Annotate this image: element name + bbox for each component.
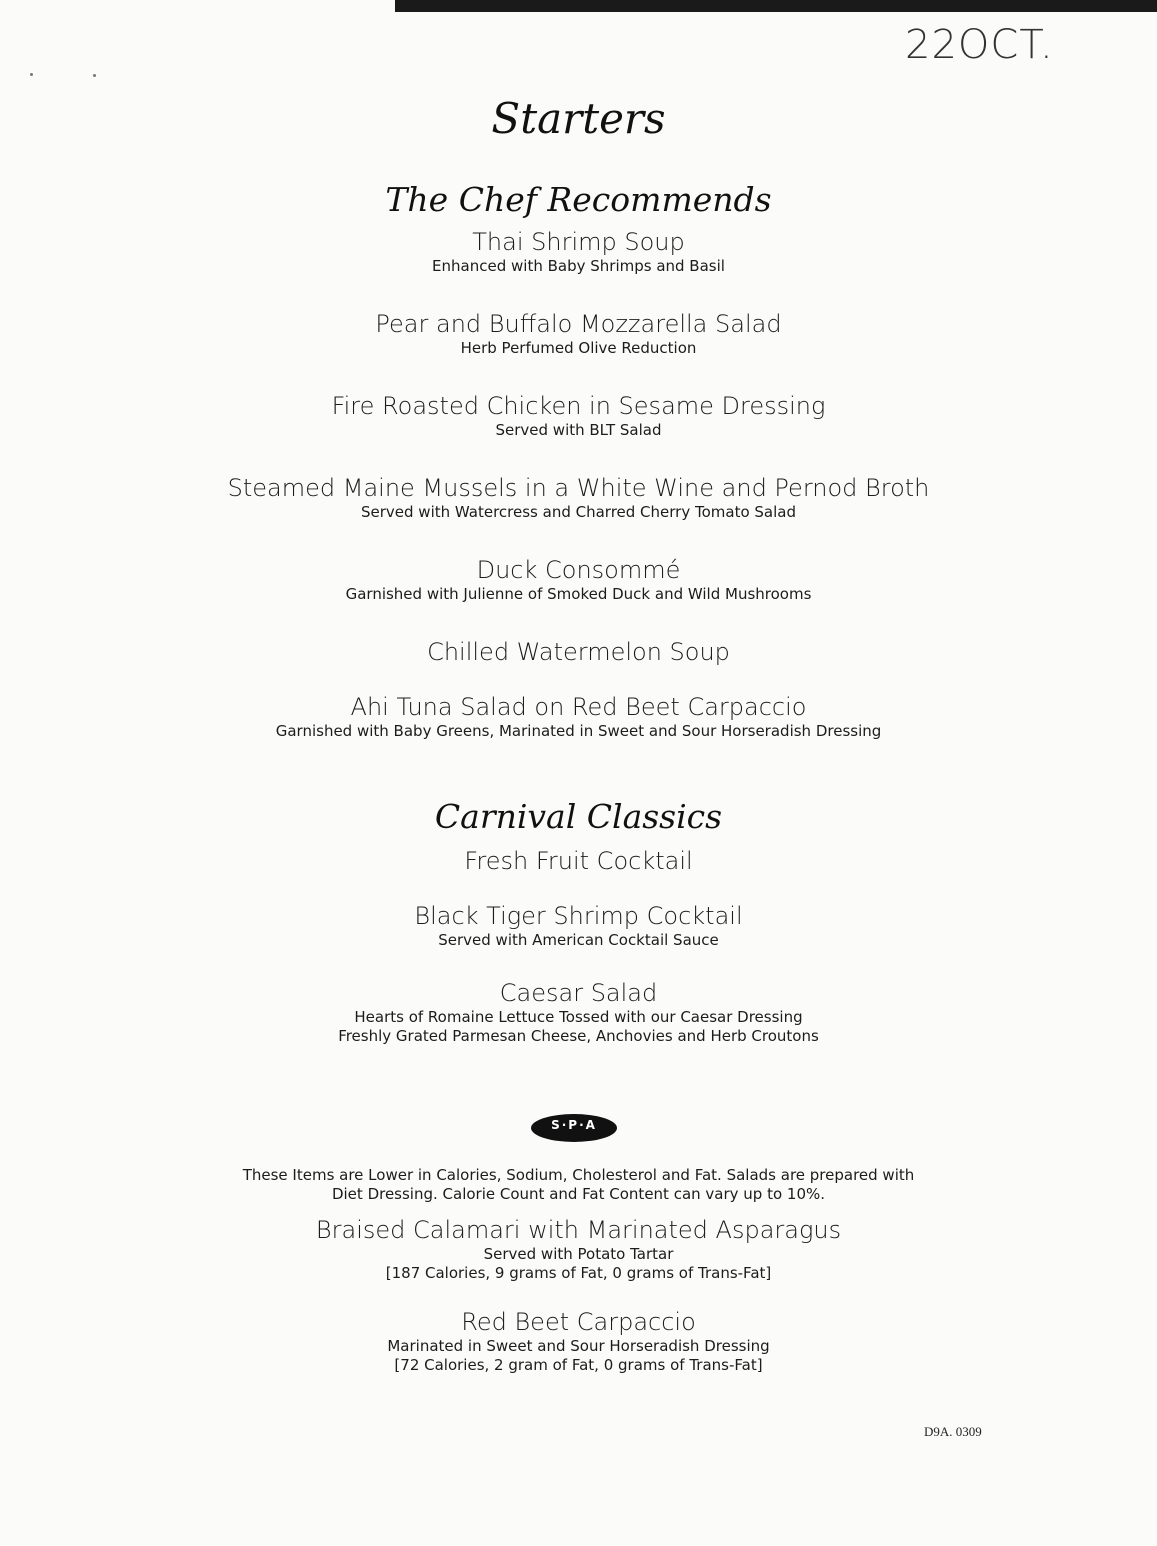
menu-item xyxy=(0,978,1157,1046)
item-name: Pear and Buffalo Mozzarella Salad xyxy=(375,310,782,338)
spa-logo xyxy=(531,1114,617,1142)
item-desc: Served with Potato Tartar xyxy=(483,1245,674,1263)
item-nutrition: [187 Calories, 9 grams of Fat, 0 grams of Trans-Fat] xyxy=(385,1264,772,1282)
item-name: Fire Roasted Chicken in Sesame Dressing xyxy=(331,392,826,420)
item-desc: Hearts of Romaine Lettuce Tossed with our Caesar Dressing xyxy=(354,1008,803,1026)
spa-note-line: Diet Dressing. Calorie Count and Fat Content can vary up to 10%. xyxy=(331,1185,826,1203)
item-name: Red Beet Carpaccio xyxy=(461,1308,696,1336)
top-edge-bar xyxy=(395,0,1157,12)
item-desc: Garnished with Julienne of Smoked Duck and Wild Mushrooms xyxy=(345,585,812,603)
spa-note xyxy=(0,1166,1157,1204)
item-desc: Garnished with Baby Greens, Marinated in Sweet and Sour Horseradish Dressing xyxy=(275,722,882,740)
handwritten-date: 22OCT. xyxy=(905,22,1054,68)
menu-item xyxy=(0,692,1157,741)
menu-item xyxy=(0,637,1157,667)
menu-item xyxy=(0,1215,1157,1283)
item-name: Ahi Tuna Salad on Red Beet Carpaccio xyxy=(350,693,807,721)
spa-logo-text: S·P·A xyxy=(551,1118,597,1132)
speck xyxy=(30,73,33,76)
menu-item xyxy=(0,901,1157,950)
item-name: Fresh Fruit Cocktail xyxy=(464,847,693,875)
item-name: Caesar Salad xyxy=(499,979,658,1007)
item-name: Black Tiger Shrimp Cocktail xyxy=(414,902,743,930)
page-title: Starters xyxy=(491,94,666,143)
item-desc: Served with American Cocktail Sauce xyxy=(438,931,719,949)
item-desc: Served with Watercress and Charred Cherry Tomato Salad xyxy=(361,503,796,521)
menu-item xyxy=(0,227,1157,276)
section-heading-classics: Carnival Classics xyxy=(434,797,723,836)
speck xyxy=(93,74,96,77)
item-name: Braised Calamari with Marinated Asparagus xyxy=(315,1216,842,1244)
menu-item xyxy=(0,309,1157,358)
footer-code: D9A. 0309 xyxy=(924,1424,982,1439)
spa-note-line: These Items are Lower in Calories, Sodium, Cholesterol and Fat. Salads are prepared with xyxy=(242,1166,915,1184)
menu-item xyxy=(0,473,1157,522)
menu-item xyxy=(0,846,1157,876)
item-desc: Marinated in Sweet and Sour Horseradish Dressing xyxy=(387,1337,770,1355)
item-name: Chilled Watermelon Soup xyxy=(427,638,730,666)
item-name: Thai Shrimp Soup xyxy=(472,228,685,256)
item-desc: Herb Perfumed Olive Reduction xyxy=(460,339,697,357)
item-desc: Served with BLT Salad xyxy=(495,421,662,439)
menu-item xyxy=(0,555,1157,604)
menu-item xyxy=(0,1307,1157,1375)
section-heading-chef: The Chef Recommends xyxy=(385,180,772,219)
item-name: Duck Consommé xyxy=(476,556,681,584)
menu-item xyxy=(0,391,1157,440)
item-desc: Enhanced with Baby Shrimps and Basil xyxy=(432,257,725,275)
item-name: Steamed Maine Mussels in a White Wine and Pernod Broth xyxy=(227,474,930,502)
item-desc: Freshly Grated Parmesan Cheese, Anchovies and Herb Croutons xyxy=(338,1027,819,1045)
item-nutrition: [72 Calories, 2 gram of Fat, 0 grams of Trans-Fat] xyxy=(394,1356,763,1374)
